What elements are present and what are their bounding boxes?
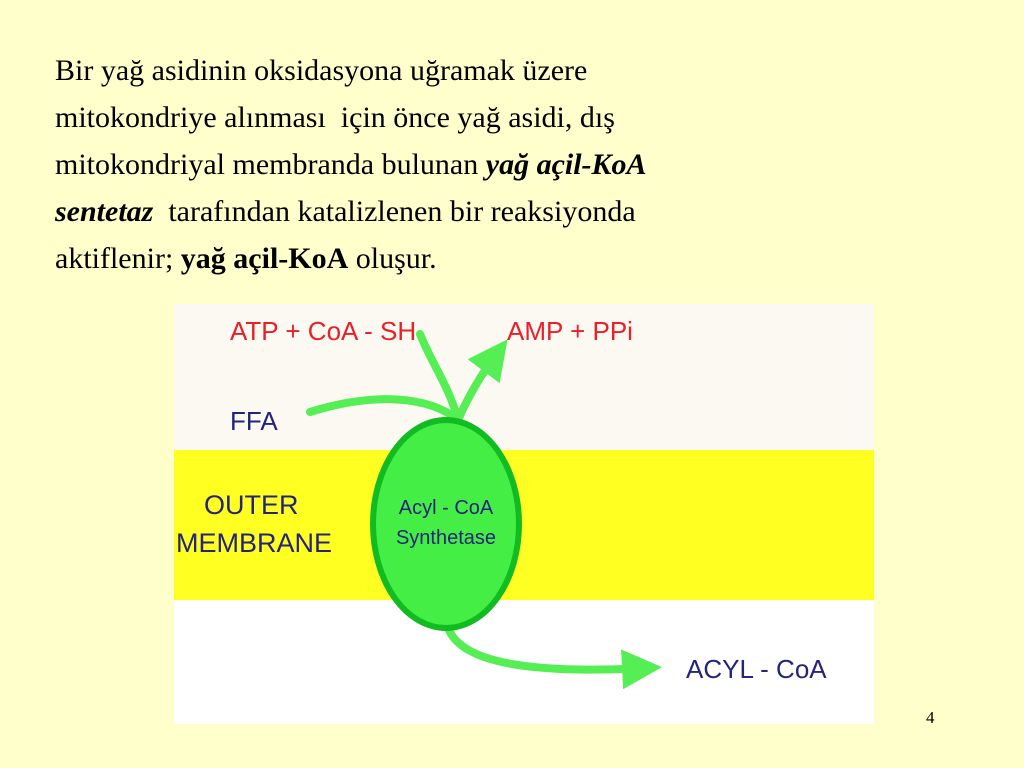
enzyme-label-line1: Acyl - CoA	[398, 497, 494, 519]
product-name-emphasis: yağ açil-KoA	[180, 242, 349, 275]
text-line-2	[55, 94, 955, 141]
slide-body-text	[55, 47, 955, 282]
text-line-3	[55, 141, 955, 188]
text-line-1	[55, 47, 955, 94]
enzyme-name-emphasis: sentetaz	[55, 195, 154, 228]
substrates-label: ATP + CoA - SH	[230, 316, 417, 346]
text-line-4	[55, 188, 955, 235]
membrane-label-line1: OUTER	[204, 490, 299, 520]
text-run: mitokondriye alınması için önce yağ asidi, dış	[55, 101, 615, 134]
page-number: 4	[926, 708, 935, 727]
enzyme-label-line2: Synthetase	[395, 527, 497, 549]
membrane-label-line2: MEMBRANE	[176, 528, 333, 558]
diagram-svg	[174, 304, 874, 724]
enzyme-ellipse	[373, 420, 519, 628]
products-label: AMP + PPi	[507, 316, 633, 346]
text-run: oluşur.	[348, 242, 437, 275]
acyl-coa-synthetase-diagram	[174, 304, 874, 724]
text-run: tarafından katalizlenen bir reaksiyonda	[153, 195, 636, 228]
text-run: mitokondriyal membranda bulunan	[55, 148, 486, 181]
ffa-label: FFA	[230, 406, 278, 436]
text-line-5	[55, 235, 955, 282]
outer-membrane-band	[174, 450, 874, 600]
enzyme-name-emphasis: yağ açil-KoA	[485, 148, 647, 181]
text-run: aktiflenir;	[55, 242, 181, 275]
acyl-coa-label: ACYL - CoA	[686, 654, 827, 684]
text-run: Bir yağ asidinin oksidasyona uğramak üzere	[55, 54, 588, 87]
